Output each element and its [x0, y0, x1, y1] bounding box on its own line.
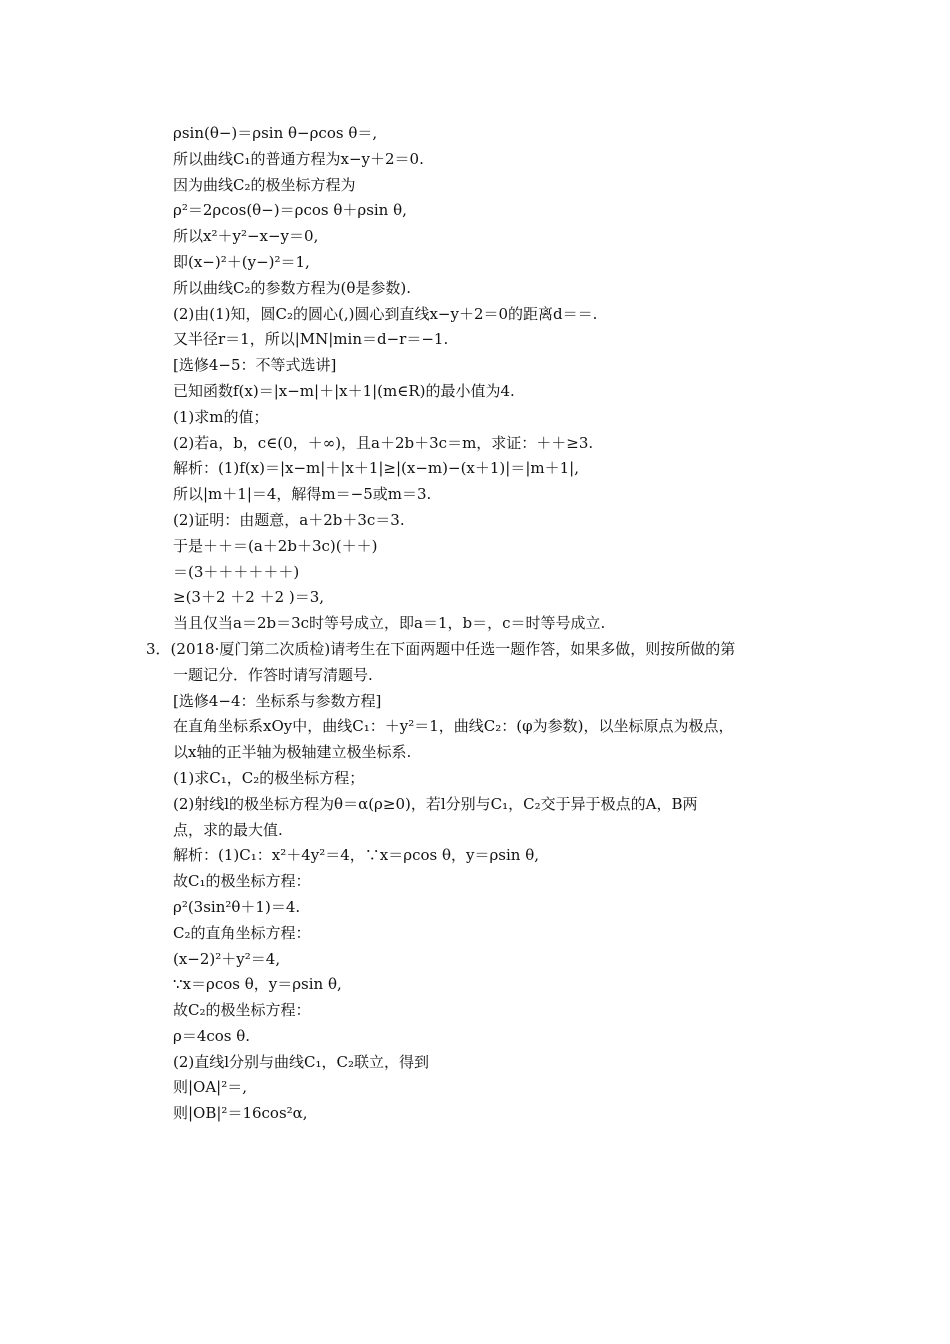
- text-line: 所以曲线C₂的参数方程为(θ是参数).: [173, 278, 411, 297]
- text-line: 一题记分．作答时请写清题号.: [173, 665, 373, 684]
- text-line: 以x轴的正半轴为极轴建立极坐标系.: [173, 743, 412, 762]
- text-line: 所以曲线C₁的普通方程为x−y＋2＝0.: [173, 149, 424, 168]
- text-line: 即(x−)²＋(y−)²＝1,: [173, 252, 310, 271]
- text-line: [选修4−5：不等式选讲]: [173, 356, 337, 375]
- text-line: 又半径r＝1，所以|MN|min＝d−r＝−1.: [173, 330, 449, 349]
- text-line: 点，求的最大值.: [173, 820, 283, 839]
- text-line: ∵x＝ρcos θ，y＝ρsin θ,: [173, 975, 342, 994]
- text-line: C₂的直角坐标方程：: [173, 923, 311, 942]
- text-line: 在直角坐标系xOy中，曲线C₁：＋y²＝1，曲线C₂：(φ为参数)，以坐标原点为极点，: [173, 717, 734, 736]
- text-line: 解析：(1)C₁：x²＋4y²＝4，∵x＝ρcos θ，y＝ρsin θ,: [173, 846, 540, 865]
- text-line: 故C₁的极坐标方程：: [173, 872, 311, 891]
- text-line: ≥(3＋2 ＋2 ＋2 )＝3,: [173, 588, 325, 607]
- text-line: ρsin(θ−)＝ρsin θ−ρcos θ＝,: [173, 124, 378, 142]
- text-line: 则|OA|²＝,: [173, 1078, 248, 1097]
- text-line: (1)求C₁，C₂的极坐标方程；: [173, 768, 365, 787]
- text-line: ρ＝4cos θ.: [173, 1026, 251, 1045]
- text-line: 所以x²＋y²−x−y＝0,: [173, 227, 319, 246]
- text-line: 解析：(1)f(x)＝|x−m|＋|x＋1|≥|(x−m)−(x＋1)|＝|m＋1|,: [173, 459, 579, 478]
- text-line: (1)求m的值；: [173, 407, 269, 426]
- question-number-line: 3．(2018·厦门第二次质检)请考生在下面两题中任选一题作答，如果多做，则按所做的第: [146, 639, 736, 658]
- document-body: [0, 121, 950, 1127]
- text-line: 则|OB|²＝16cos²α,: [173, 1104, 308, 1123]
- text-line: 已知函数f(x)＝|x−m|＋|x＋1|(m∈R)的最小值为4.: [173, 381, 515, 400]
- text-line: 当且仅当a＝2b＝3c时等号成立，即a＝1，b＝，c＝时等号成立.: [173, 614, 606, 633]
- text-line: (2)由(1)知，圆C₂的圆心(,)圆心到直线x−y＋2＝0的距离d＝＝.: [173, 304, 598, 323]
- text-line: ρ²(3sin²θ＋1)＝4.: [173, 897, 301, 916]
- text-line: 故C₂的极坐标方程：: [173, 1001, 311, 1020]
- text-line: 因为曲线C₂的极坐标方程为: [173, 175, 356, 194]
- text-line: (2)射线l的极坐标方程为θ＝α(ρ≥0)，若l分别与C₁，C₂交于异于极点的A，B两: [173, 794, 698, 813]
- text-line: [选修4−4：坐标系与参数方程]: [173, 691, 382, 710]
- text-line: (2)证明：由题意，a＋2b＋3c＝3.: [173, 510, 405, 529]
- text-line: ρ²＝2ρcos(θ−)＝ρcos θ＋ρsin θ,: [173, 201, 407, 220]
- text-line: (x−2)²＋y²＝4,: [173, 949, 281, 968]
- text-line: 于是＋＋＝(a＋2b＋3c)(＋＋): [173, 536, 378, 555]
- text-line: (2)直线l分别与曲线C₁，C₂联立，得到: [173, 1052, 430, 1071]
- text-line: 所以|m＋1|＝4，解得m＝−5或m＝3.: [173, 485, 432, 504]
- text-line: ＝(3＋＋＋＋＋＋): [173, 562, 300, 581]
- text-line: (2)若a，b，c∈(0，＋∞)，且a＋2b＋3c＝m，求证：＋＋≥3.: [173, 433, 594, 452]
